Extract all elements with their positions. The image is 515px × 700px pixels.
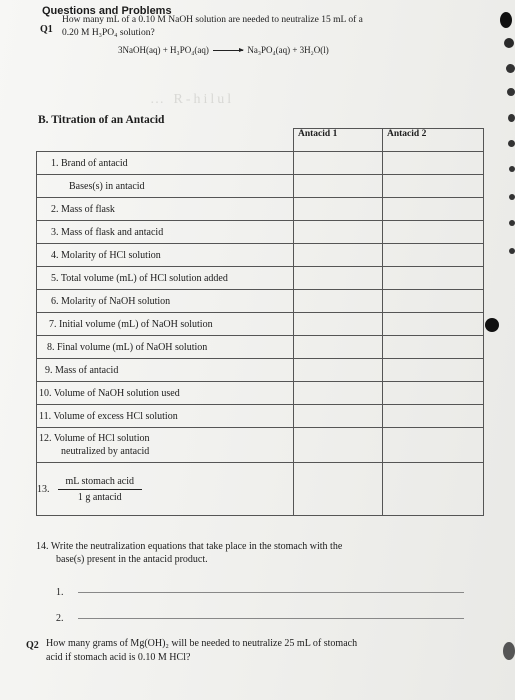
table-row: [37, 359, 484, 382]
table-cell: [383, 267, 484, 290]
table-cell: [383, 313, 484, 336]
table-cell: [383, 428, 484, 463]
table-row: [37, 267, 484, 290]
row-13-number: 13.: [37, 483, 50, 495]
table-cell: [294, 463, 383, 516]
q1-text-line1: How many mL of a 0.10 M NaOH solution are needed to neutralize 15 mL of a: [62, 15, 363, 25]
table-cell: [294, 359, 383, 382]
answer-label-1: 1.: [56, 587, 64, 598]
binder-hole-icon: [509, 248, 515, 254]
table-cell: [383, 336, 484, 359]
binder-hole-icon: [508, 114, 515, 122]
row-label: 10. Volume of NaOH solution used: [37, 382, 294, 405]
row-label: 4. Molarity of HCl solution: [37, 244, 294, 267]
binder-hole-icon: [509, 166, 515, 172]
table-cell: [383, 198, 484, 221]
stomach-acid-fraction: [58, 476, 143, 503]
q2-number: Q2: [26, 640, 39, 651]
table-header-row: [37, 129, 484, 152]
table-row: [37, 428, 484, 463]
section-b-title: B. Titration of an Antacid: [38, 114, 165, 126]
table-row: [37, 405, 484, 428]
row-12-label-line1: 12. Volume of HCl solution: [39, 433, 150, 444]
table-row: [37, 198, 484, 221]
row-label: 2. Mass of flask: [37, 198, 294, 221]
table-cell: [383, 405, 484, 428]
row-label: 5. Total volume (mL) of HCl solution added: [37, 267, 294, 290]
table-cell: [294, 428, 383, 463]
binder-hole-icon: [504, 38, 514, 48]
table-cell: [383, 152, 484, 175]
table-cell: [383, 359, 484, 382]
show-through-text: … R-hilul: [150, 92, 235, 107]
binder-hole-icon: [507, 88, 515, 96]
table-cell: [383, 382, 484, 405]
row-label: Bases(s) in antacid: [37, 175, 294, 198]
table-row: [37, 244, 484, 267]
binder-hole-icon: [509, 194, 515, 200]
answer-line-1: [78, 592, 464, 593]
row-label: 6. Molarity of NaOH solution: [37, 290, 294, 313]
table-cell: [294, 152, 383, 175]
table-cell: [294, 382, 383, 405]
punch-hole-icon: [503, 642, 515, 660]
equation-products: Na₃PO₄(aq) + 3H₂O(l): [247, 45, 329, 55]
column-header-antacid-1: Antacid 1: [294, 129, 383, 152]
table-row: [37, 382, 484, 405]
binder-hole-icon: [506, 64, 515, 73]
table-row: [37, 463, 484, 516]
table-cell: [294, 405, 383, 428]
answer-line-2: [78, 618, 464, 619]
q1-number: Q1: [40, 24, 53, 35]
table-cell: [294, 221, 383, 244]
row-label: [37, 463, 294, 516]
fraction-numerator: mL stomach acid: [58, 476, 143, 490]
q14-text-line2: base(s) present in the antacid product.: [56, 554, 208, 565]
table-row: [37, 152, 484, 175]
page-title: Questions and Problems: [42, 5, 172, 17]
table-cell: [294, 267, 383, 290]
table-row: [37, 221, 484, 244]
q1-equation: [118, 45, 329, 55]
punch-hole-icon: [485, 318, 499, 332]
table-cell: [294, 175, 383, 198]
table-cell: [383, 175, 484, 198]
row-12-label-line2: neutralized by antacid: [61, 446, 150, 457]
table-cell: [383, 463, 484, 516]
row-label: 8. Final volume (mL) of NaOH solution: [37, 336, 294, 359]
table-cell: [294, 198, 383, 221]
table-cell: [383, 290, 484, 313]
table-cell: [294, 313, 383, 336]
column-header-antacid-2: Antacid 2: [383, 129, 484, 152]
q2-text-line2: acid if stomach acid is 0.10 M HCl?: [46, 652, 191, 663]
titration-table: [36, 128, 484, 516]
table-cell: [294, 290, 383, 313]
row-label: 3. Mass of flask and antacid: [37, 221, 294, 244]
answer-label-2: 2.: [56, 613, 64, 624]
q14-prompt: [36, 540, 342, 566]
reaction-arrow-icon: [213, 50, 243, 51]
table-cell: [294, 336, 383, 359]
binder-hole-icon: [508, 140, 515, 147]
row-label: 7. Initial volume (mL) of NaOH solution: [37, 313, 294, 336]
binder-hole-icon: [500, 12, 512, 28]
q2-text-line1: How many grams of Mg(OH)₂ will be needed to neutralize 25 mL of stomach: [46, 638, 358, 649]
table-cell: [294, 244, 383, 267]
table-row: [37, 336, 484, 359]
table-cell: [383, 244, 484, 267]
q1-text-line2: 0.20 M H₃PO₄ solution?: [62, 28, 155, 38]
row-label: 11. Volume of excess HCl solution: [37, 405, 294, 428]
fraction-denominator: 1 g antacid: [77, 491, 122, 503]
equation-reactants: 3NaOH(aq) + H₃PO₄(aq): [118, 45, 209, 55]
row-label: 1. Brand of antacid: [37, 152, 294, 175]
binder-hole-icon: [509, 220, 515, 226]
table-cell: [383, 221, 484, 244]
table-row: [37, 313, 484, 336]
table-row: [37, 290, 484, 313]
table-row: [37, 175, 484, 198]
row-label: [37, 428, 294, 463]
row-label: 9. Mass of antacid: [37, 359, 294, 382]
q14-text-line1: 14. Write the neutralization equations that take place in the stomach with the: [36, 541, 343, 552]
